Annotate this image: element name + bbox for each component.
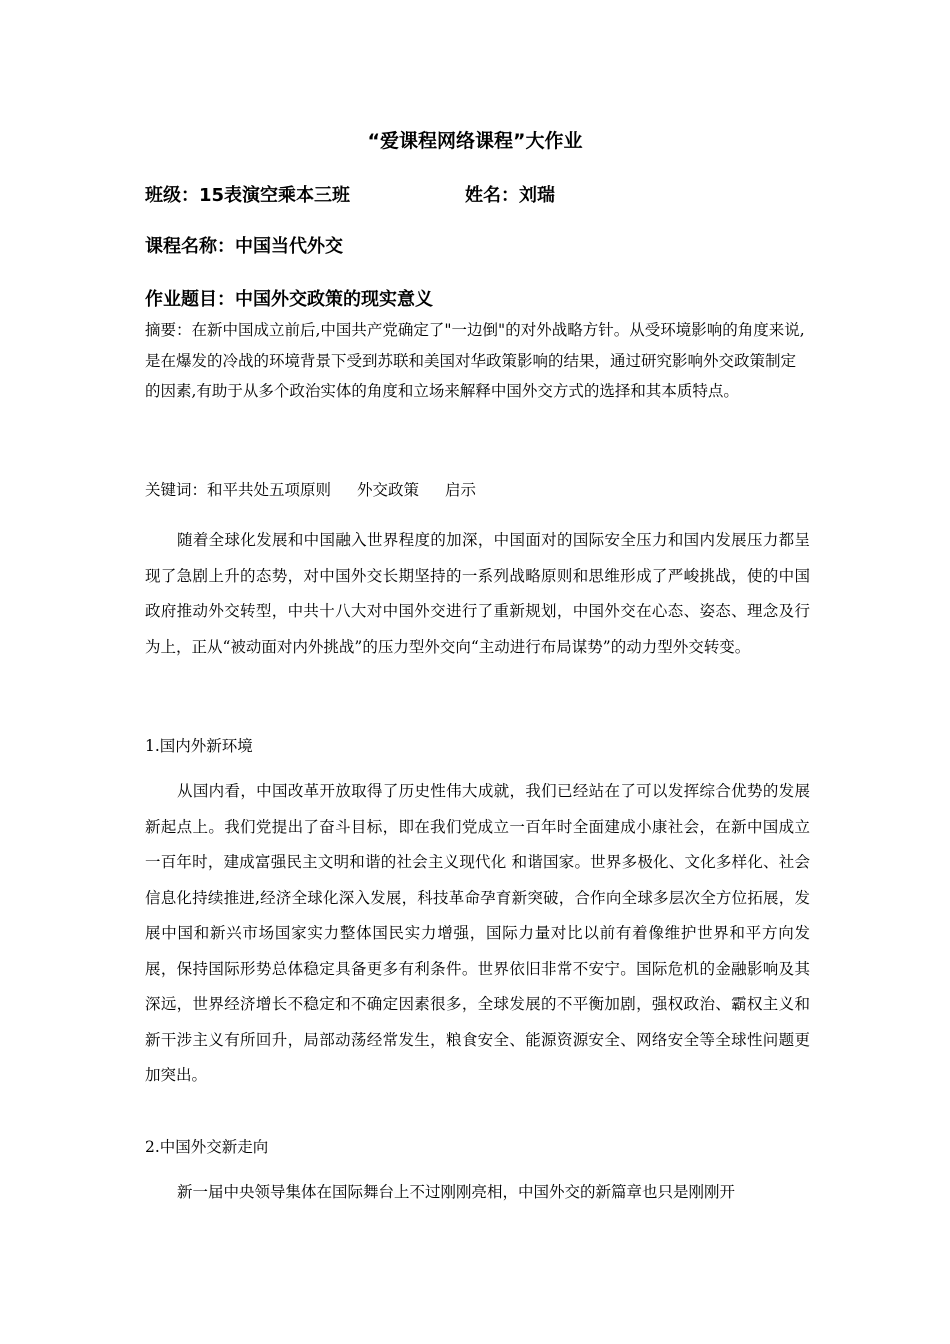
course-name-field: 课程名称：中国当代外交 bbox=[145, 236, 343, 257]
student-name-field: 姓名：刘瑞 bbox=[465, 185, 555, 206]
section-heading-1: 1.国内外新环境 bbox=[145, 737, 253, 755]
section-2-paragraph: 新一届中央领导集体在国际舞台上不过刚刚亮相，中国外交的新篇章也只是刚刚开 bbox=[177, 1183, 736, 1201]
section-1-paragraph: 从国内看，中国改革开放取得了历史性伟大成就，我们已经站在了可以发挥综合优势的发展新起点上。我们党提出了奋斗目标，即在我们党成立一百年时全面建成小康社会，在新中国成立一百年时，建成富强民主文明和谐的社会主义现代化 和谐国家。世界多极化、文化多样化、社会信息化持续推进,经济全球化深入发展，科技革命孕育新突破，合作向全球多层次全方位拓展，发展中国和新兴市场国家实力整体国民实力增强，国际力量对比以前有着像维护世界和平方向发展，保持国际形势总体稳定具备更多有利条件。世界依旧非常不安宁。国际危机的金融影响及其深远，世界经济增长不稳定和不确定因素很多，全球发展的不平衡加剧，强权政治、霸权主义和新干涉主义有所回升，局部动荡经常发生，粮食安全、能源资源安全、网络安全等全球性问题更加突出。 bbox=[145, 782, 810, 1084]
keyword-item: 启示 bbox=[445, 481, 477, 499]
section-heading-2: 2.中国外交新走向 bbox=[145, 1138, 269, 1156]
abstract-paragraph: 摘要：在新中国成立前后,中国共产党确定了"一边倒"的对外战略方针。从受环境影响的角度来说,是在爆发的冷战的环境背景下受到苏联和美国对华政策影响的结果，通过研究影响外交政策制定的因素,有助于从多个政治实体的角度和立场来解释中国外交方式的选择和其本质特点。 bbox=[145, 321, 805, 400]
keywords-line bbox=[145, 478, 810, 500]
class-field: 班级：15表演空乘本三班 bbox=[145, 185, 351, 206]
keyword-item: 外交政策 bbox=[357, 481, 420, 499]
intro-paragraph: 随着全球化发展和中国融入世界程度的加深，中国面对的国际安全压力和国内发展压力都呈现了急剧上升的态势，对中国外交长期坚持的一系列战略原则和思维形成了严峻挑战，使的中国政府推动外交转型，中共十八大对中国外交进行了重新规划，中国外交在心态、姿态、理念及行为上，正从“被动面对内外挑战”的压力型外交向“主动进行布局谋势”的动力型外交转变。 bbox=[145, 531, 810, 656]
keywords-label: 关键词：和平共处五项原则 bbox=[145, 481, 332, 499]
assignment-topic-field: 作业题目：中国外交政策的现实意义 bbox=[145, 289, 433, 310]
document-title: “爱课程网络课程”大作业 bbox=[367, 130, 583, 152]
